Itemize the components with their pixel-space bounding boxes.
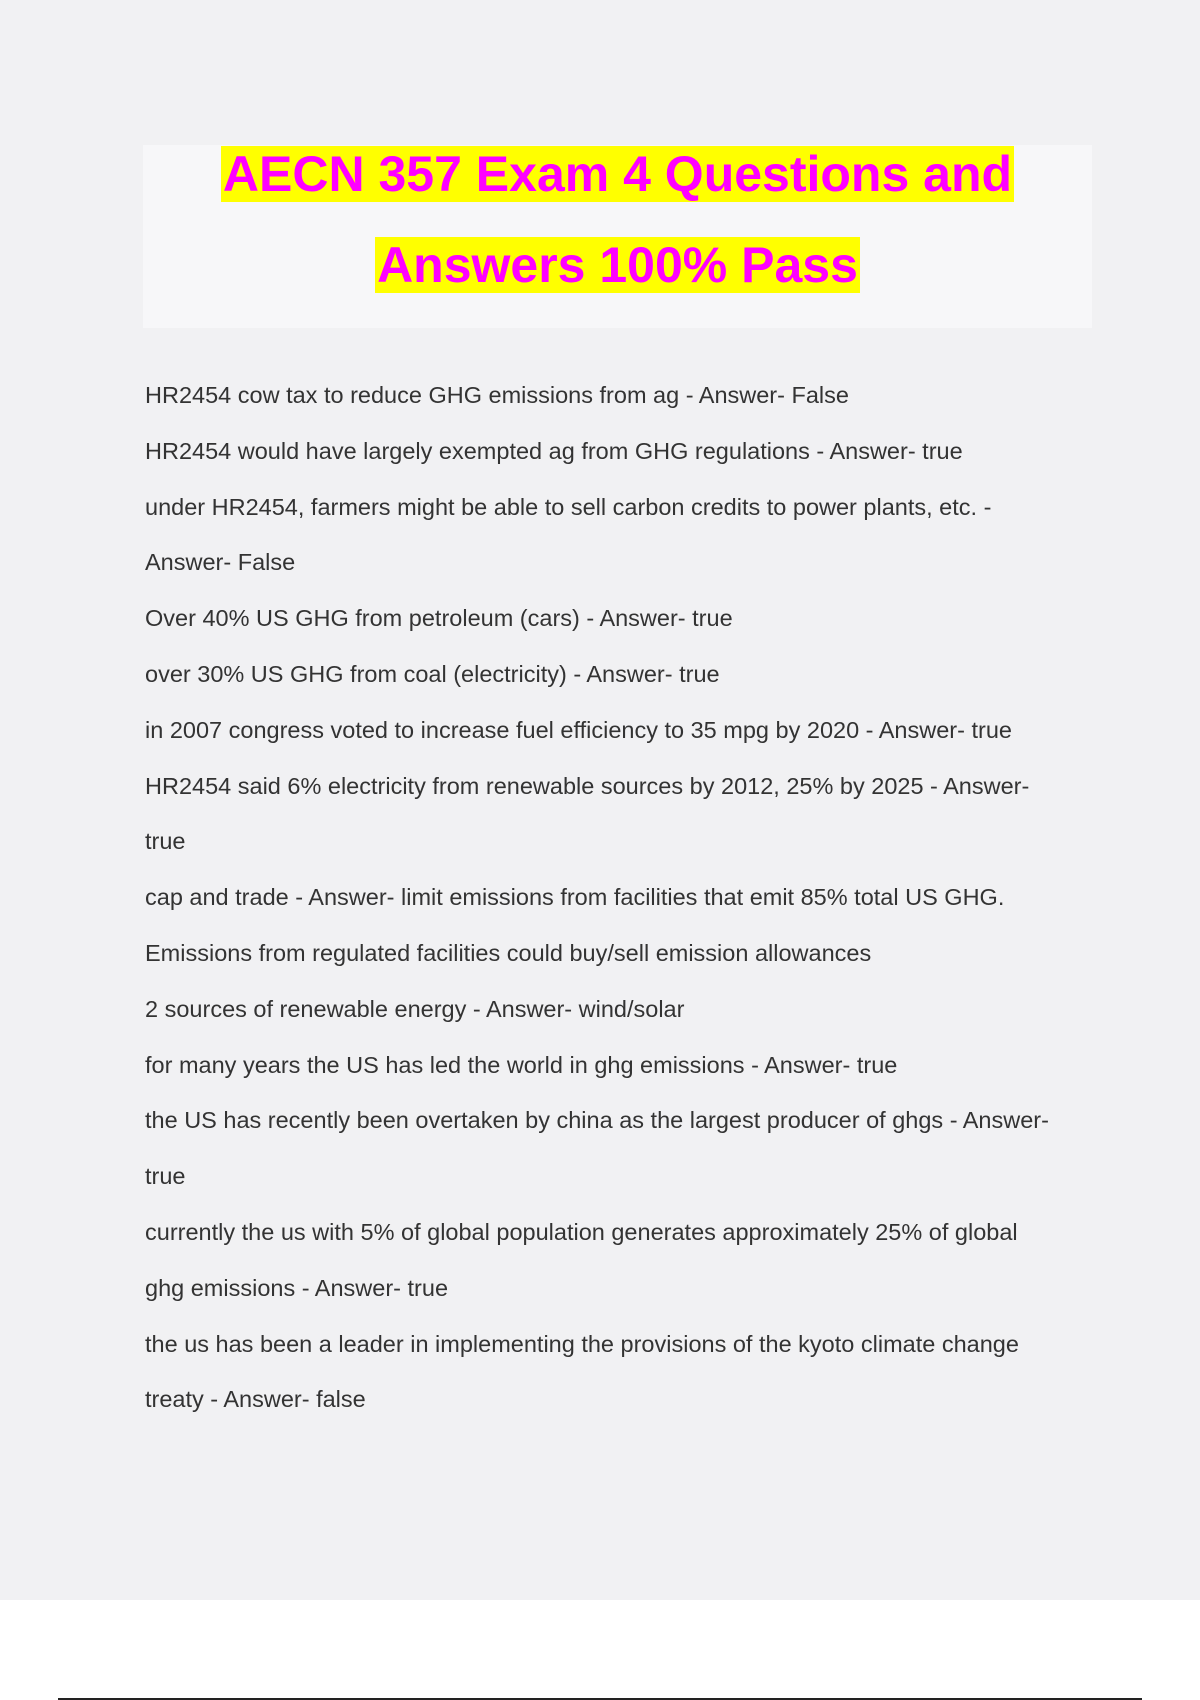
document-title-line-1: [143, 145, 1092, 203]
text-line: the us has been a leader in implementing the provisions of the kyoto climate change: [145, 1330, 1019, 1357]
text-line: over 30% US GHG from coal (electricity) - Answer- true: [145, 660, 720, 687]
question-answer-list: [145, 368, 1105, 1428]
text-line: Over 40% US GHG from petroleum (cars) - Answer- true: [145, 605, 733, 632]
title-highlight-1: AECN 357 Exam 4 Questions and: [222, 146, 1013, 202]
text-line: treaty - Answer- false: [145, 1386, 366, 1413]
text-line: HR2454 said 6% electricity from renewable sources by 2012, 25% by 2025 - Answer-: [145, 772, 1030, 799]
title-highlight-2: Answers 100% Pass: [377, 237, 858, 293]
text-line: ghg emissions - Answer- true: [145, 1274, 449, 1301]
text-line: in 2007 congress voted to increase fuel efficiency to 35 mpg by 2020 - Answer- true: [145, 716, 1012, 743]
document-title-line-2: [143, 236, 1092, 294]
text-line: Answer- False: [145, 549, 296, 576]
text-line: Emissions from regulated facilities could buy/sell emission allowances: [145, 939, 872, 966]
text-line: HR2454 would have largely exempted ag from GHG regulations - Answer- true: [145, 437, 963, 464]
text-line: for many years the US has led the world in ghg emissions - Answer- true: [145, 1051, 898, 1078]
text-line: the US has recently been overtaken by china as the largest producer of ghgs - Answer-: [145, 1107, 1049, 1134]
text-line: 2 sources of renewable energy - Answer- wind/solar: [145, 995, 685, 1022]
text-line: under HR2454, farmers might be able to sell carbon credits to power plants, etc. -: [145, 493, 992, 520]
text-line: true: [145, 828, 186, 855]
next-page-edge: [0, 1600, 1200, 1700]
text-line: HR2454 cow tax to reduce GHG emissions from ag - Answer- False: [145, 382, 849, 408]
text-line: cap and trade - Answer- limit emissions from facilities that emit 85% total US GHG.: [145, 884, 1005, 911]
text-line: true: [145, 1163, 186, 1190]
text-line: currently the us with 5% of global population generates approximately 25% of global: [145, 1218, 1018, 1245]
